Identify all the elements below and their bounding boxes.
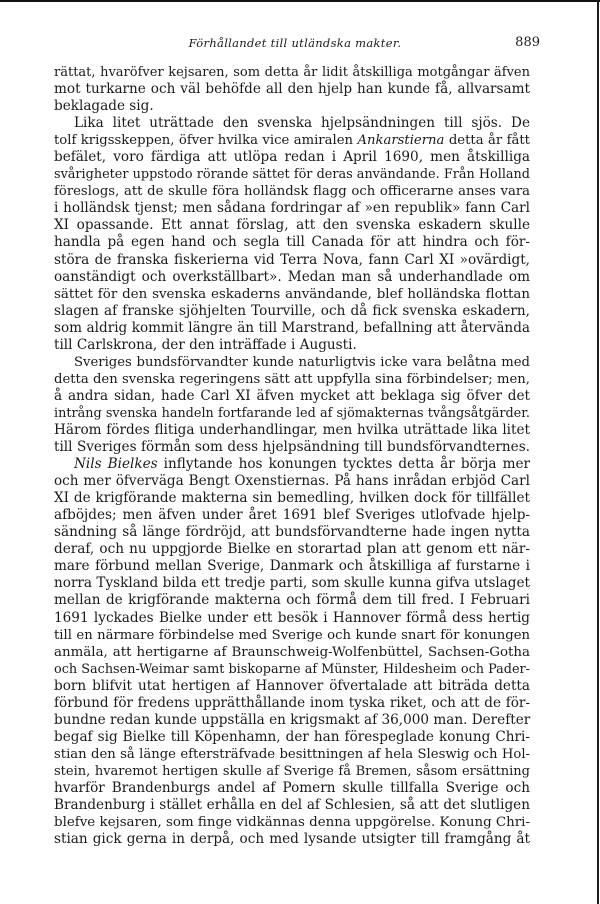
text-line: Lika litet uträttade den svenska hjelpsändningen till sjös. De xyxy=(74,115,530,132)
text-line: anmäla, att hertigarne af Braunschweig-Wolfenbüttel, Sachsen-Gotha xyxy=(54,644,530,660)
text-line: mellan de krigförande makterna och förmå dem till fred. I Februari xyxy=(54,592,530,609)
name-nils-bielkes: Nils Bielkes xyxy=(74,456,158,473)
text-line: detta den svenska regeringens sätt att uppfylla sina förbindelser; men, xyxy=(54,371,530,387)
text-line: rättat, hvaröfver kejsaren, som detta år lidit åtskilliga motgångar äfven xyxy=(54,65,530,80)
text-line: mare förbund mellan Sverige, Danmark och åtskilliga af furstarne i xyxy=(54,558,530,575)
text-span: inflytande hos konungen tycktes detta år börja mer xyxy=(163,456,530,473)
text-line: stian den så länge eftersträfvade besittningen af hela Sleswig och Hol- xyxy=(54,746,530,762)
text-line: norra Tyskland bilda ett tredje parti, som skulle kunna gifva utslaget xyxy=(54,575,530,592)
text-line: Härom fördes flitiga underhandlingar, men hvilka uträttade lika litet xyxy=(54,421,530,438)
text-line: begaf sig Bielke till Köpenhamn, der han förespeglade konung Chri- xyxy=(54,728,530,745)
text-line: Brandenburg i stället erhålla en del af Schlesien, så att det slutligen xyxy=(54,797,530,814)
text-line: blefve kejsaren, som finge vidkännas denna uppgörelse. Konung Chri- xyxy=(54,815,530,831)
body-text xyxy=(54,64,530,848)
text-line: som aldrig kommit längre än till Marstrand, befallning att återvända xyxy=(54,319,530,336)
text-line: bundne redan kunde uppställa en krigsmakt af 36,000 man. Derefter xyxy=(54,711,531,728)
top-border-line xyxy=(0,0,600,2)
text-line: stein, hvaremot hertigen skulle af Sverige få Bremen, såsom ersättning xyxy=(54,763,530,779)
text-line: sändning så länge fördröjd, att bundsförvandterne hade ingen nytta xyxy=(54,524,530,541)
text-line: till en närmare förbindelse med Sverige och kunde snart för konungen xyxy=(54,627,530,643)
text-line: oanständigt och overkställbart». Medan man så underhandlade om xyxy=(54,268,530,285)
text-line: handla på egen hand och segla till Canada för att hindra och för- xyxy=(54,234,530,251)
text-line: beklagade sig. xyxy=(54,98,154,115)
text-line: XI opassande. Ett annat förslag, att den svenska eskadern skulle xyxy=(54,217,530,234)
text-span: detta år fått xyxy=(448,133,530,149)
text-line: och mer öfverväga Bengt Oxenstiernas. På hans inrådan erbjöd Carl xyxy=(54,473,530,490)
text-line: afböjdes; men äfven under året 1691 blef Sveriges utlofvade hjelp- xyxy=(54,507,530,524)
text-line: born blifvit utat hertigen af Hannover öfvertalade att biträda detta xyxy=(54,677,530,694)
text-line: intrång svenska handeln fortfarande led af sjömakternas tvångsåtgärder. xyxy=(54,405,530,421)
text-line: störa de franska fiskerierna vid Terra Nova, fann Carl XI »ovärdigt, xyxy=(54,251,530,268)
text-line: och Sachsen-Weimar samt biskoparne af Münster, Hildesheim och Pader- xyxy=(54,661,530,677)
text-span: tolf krigsskeppen, öfver hvilka vice amiralen xyxy=(54,133,353,149)
text-line: till Carlskrona, der den inträffade i Augusti. xyxy=(54,336,357,353)
text-line: förbund för fredens upprätthållande inom tyska riket, och att de för- xyxy=(54,694,530,711)
running-title: Förhållandet till utländska makter. xyxy=(188,36,402,50)
page-number: 889 xyxy=(515,35,540,50)
text-line: XI de krigförande makterna sin bemedling, hvilken dock för tillfället xyxy=(54,490,530,507)
text-line: å andra sidan, hade Carl XI äfven mycket att beklaga sig öfver det xyxy=(54,387,530,404)
text-line: hvarför Brandenburgs andel af Pomern skulle tillfalla Sverige och xyxy=(54,779,530,796)
text-line: befälet, voro färdiga att utlöpa redan i April 1690, men åtskilliga xyxy=(54,149,530,166)
text-line: föreslogs, att de skulle föra holländsk flagg och officerarne anses vara xyxy=(54,184,530,200)
text-line: 1691 lyckades Bielke under ett besök i Hannover förmå dess hertig xyxy=(54,609,530,626)
right-border-line xyxy=(597,0,599,904)
text-line: svårigheter uppstodo rörande sättet för deras användande. Från Holland xyxy=(54,167,530,183)
text-line: i holländsk tjenst; men sådana fordringar af »en republik» fann Carl xyxy=(54,200,530,217)
name-ankarstierna: Ankarstierna xyxy=(357,133,445,149)
text-line: deraf, och nu uppgjorde Bielke en storartad plan att genom ett när- xyxy=(54,541,530,558)
page-header xyxy=(50,36,540,58)
text-line: sättet för den svenska eskaderns användande, blef holländska flottan xyxy=(54,286,530,302)
text-line: slagen af franske sjöhjelten Tourville, och då fick svenska eskadern, xyxy=(54,302,530,319)
text-line: stian gick gerna in derpå, och med lysande utsigter till framgång åt xyxy=(54,831,530,848)
text-line: till Sveriges förmån som dess hjelpsändning till bundsförvandternes. xyxy=(54,439,530,456)
text-line xyxy=(54,456,530,473)
text-line: Sveriges bundsförvandter kunde naturligtvis icke vara belåtna med xyxy=(74,354,530,370)
text-line xyxy=(54,132,530,149)
text-line: mot turkarne och väl behöfde all den hjelp han kunde få, allvarsamt xyxy=(54,81,530,98)
